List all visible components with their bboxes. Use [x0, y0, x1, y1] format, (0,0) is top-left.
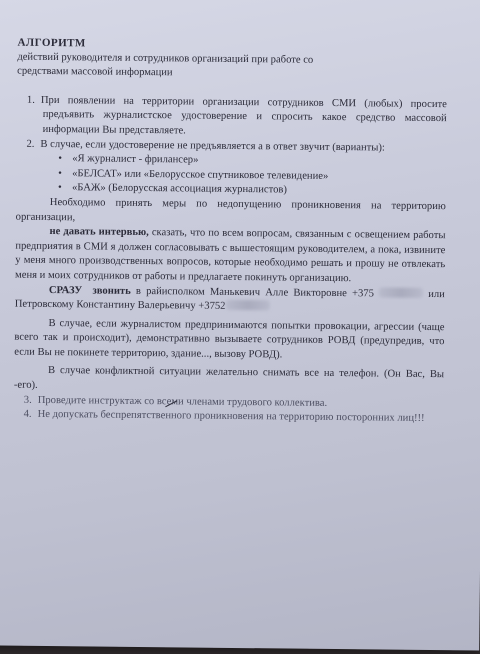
- crossed-out-word: всеми: [156, 395, 184, 408]
- redacted-phone: [225, 300, 269, 310]
- bullet-item: • «БАЖ» (Белорусская ассоциация журналистов): [16, 181, 446, 200]
- document-subtitle-line-2: средствами массовой информации: [17, 65, 173, 79]
- list-number: 1.: [26, 94, 35, 106]
- paragraph-text: сказать, что по всем вопросам, связанным с освещением работы предприятия в СМИ я должен согласовывать с вышестоящим руководителем, а пока, извините у меня много производственных вопросов, которые необходимо решать и прошу не отвлекать меня и моих сотрудников от работы и предлагаете покинуть организацию.: [15, 227, 446, 285]
- list-item-4: [14, 408, 444, 427]
- list-number: 2.: [26, 138, 35, 150]
- document-title: АЛГОРИТМ: [17, 36, 86, 50]
- paragraph-provocation: В случае, если журналистом предпринимаются попытки провокации, агрессии (чаще всего так и происходит), демонстративно вызываете сотрудников РОВД (предупредив, что если Вы не покинете территорию, здание..., вызову РОВД).: [14, 317, 445, 361]
- paragraph-conflict: В случае конфликтной ситуации желательно снимать все на телефон. (Он Вас, Вы -его).: [13, 365, 445, 391]
- list-item-text: В случае, если удостоверение не предъявляется а в ответ звучит (варианты):: [40, 138, 385, 154]
- redacted-phone: [379, 287, 423, 297]
- bullet-item: • «БЕЛСАТ» или «Белорусское спутниковое телевидение»: [16, 166, 446, 185]
- list-item-text: членами трудового коллектива.: [183, 396, 328, 409]
- list-item-text: Не допускать беспрепятственного проникновения на территорию посторонних лиц!!!: [37, 409, 425, 425]
- bold-text: СРАЗУ: [48, 284, 83, 296]
- list-item-1: [17, 93, 447, 141]
- list-number: 4.: [23, 409, 32, 421]
- list-item-text: При появлении на территории организации сотрудников СМИ (любых) просите предъявить журналистское удостоверение и спросить какое средство массовой информации Вы представляете.: [40, 94, 447, 137]
- list-item-text: Проведите инструктаж со: [37, 394, 157, 407]
- paragraph-measures: Необходимо принять меры по недопущению проникновения на территорию организации,: [15, 196, 446, 223]
- bold-text: звонить: [92, 284, 131, 297]
- paragraph-no-interview: [15, 225, 446, 288]
- document-subtitle-line-1: действий руководителя и сотрудников организаций при работе со: [17, 51, 314, 66]
- bullet-item: • «Я журналист - фрилансер»: [16, 152, 446, 171]
- bold-text: не давать интервью,: [49, 226, 149, 239]
- paragraph-text: в райисполком Манькевич Алле Викторовне +375: [130, 285, 380, 299]
- paragraph-call: [15, 283, 445, 317]
- document-body: [14, 36, 448, 427]
- list-number: 3.: [23, 394, 32, 406]
- paragraph-text: или Петровскому Константину Валерьевичу +3752: [14, 288, 445, 312]
